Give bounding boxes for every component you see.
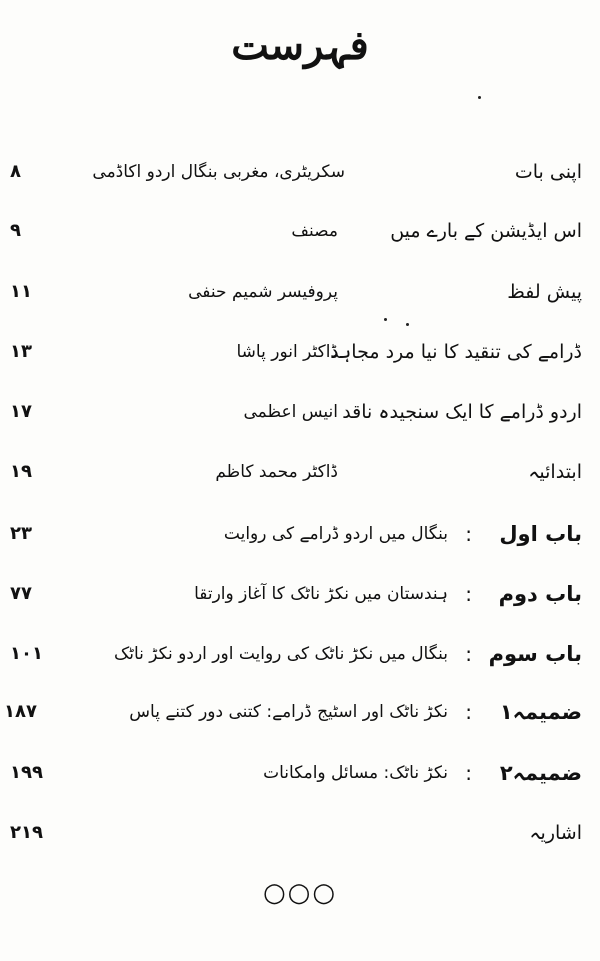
toc-chapter-entry [0, 514, 600, 554]
toc-entry-page: ۲۳ [10, 523, 32, 544]
toc-entry-author: ڈاکٹر محمد کاظم [215, 462, 338, 482]
toc-entry-page: ۱۸۷ [4, 701, 37, 722]
toc-entry-author: بنگال میں نکڑ ناٹک کی روایت اور اردو نکڑ ناٹک [114, 644, 448, 664]
footer-ornament: ○○○ [262, 878, 338, 908]
toc-entry-colon: : [465, 522, 472, 546]
toc-entry-page: ۱۹۹ [10, 762, 43, 783]
toc-entry [0, 152, 600, 192]
toc-entry-page: ۷۷ [10, 583, 32, 604]
toc-entry-page: ۱۰۱ [10, 643, 43, 664]
toc-entry-title: ضمیمہ۱ [499, 700, 582, 724]
toc-entry-page: ۱۱ [10, 281, 32, 302]
page-title: فہرست [231, 22, 369, 69]
toc-entry-title: اس ایڈیشن کے بارے میں [390, 220, 582, 242]
toc-entry-author: سکریٹری، مغربی بنگال اردو اکاڈمی [92, 162, 345, 182]
print-speck [384, 318, 387, 321]
toc-entry-author: مصنف [291, 221, 338, 241]
toc-entry-author: انیس اعظمی [243, 402, 338, 422]
toc-entry-author: نکڑ ناٹک: مسائل وامکانات [263, 763, 448, 783]
toc-entry-title: ڈرامے کی تنقید کا نیا مرد مجاہد [330, 341, 582, 363]
toc-entry-page: ۹ [10, 220, 21, 241]
toc-entry-page: ۸ [10, 161, 21, 182]
toc-entry-title: اردو ڈرامے کا ایک سنجیدہ ناقد [342, 401, 582, 423]
toc-appendix-entry [0, 753, 600, 793]
toc-entry-title: باب دوم [498, 582, 582, 606]
print-speck [478, 96, 481, 99]
toc-entry-title: باب اول [499, 522, 582, 546]
toc-entry [0, 452, 600, 492]
toc-entry [0, 211, 600, 251]
toc-entry-title: اپنی بات [514, 161, 582, 183]
toc-entry [0, 813, 600, 853]
toc-entry [0, 272, 600, 312]
toc-entry-author: ڈاکٹر انور پاشا [236, 342, 338, 362]
toc-entry-page: ۱۳ [10, 341, 32, 362]
toc-chapter-entry [0, 634, 600, 674]
toc-entry-author: ہندستان میں نکڑ ناٹک کا آغاز وارتقا [194, 584, 448, 604]
toc-entry-author: پروفیسر شمیم حنفی [188, 282, 338, 302]
toc-entry-page: ۱۷ [10, 401, 32, 422]
toc-entry-title: اشاریہ [529, 822, 582, 844]
toc-entry-title: ابتدائیہ [528, 461, 582, 483]
toc-entry-colon: : [465, 582, 472, 606]
toc-entry-title: پیش لفظ [507, 281, 582, 303]
toc-entry-page: ۲۱۹ [10, 822, 43, 843]
print-speck [406, 323, 409, 326]
toc-entry-title: ضمیمہ۲ [499, 761, 582, 785]
toc-entry-colon: : [465, 761, 472, 785]
toc-appendix-entry [0, 692, 600, 732]
toc-entry-colon: : [465, 700, 472, 724]
toc-entry [0, 332, 600, 372]
toc-entry-author: نکڑ ناٹک اور اسٹیج ڈرامے: کتنی دور کتنے پاس [129, 702, 448, 722]
toc-entry [0, 392, 600, 432]
toc-entry-author: بنگال میں اردو ڈرامے کی روایت [223, 524, 448, 544]
toc-entry-page: ۱۹ [10, 461, 32, 482]
toc-entry-title: باب سوم [488, 642, 582, 666]
toc-chapter-entry [0, 574, 600, 614]
toc-entry-colon: : [465, 642, 472, 666]
